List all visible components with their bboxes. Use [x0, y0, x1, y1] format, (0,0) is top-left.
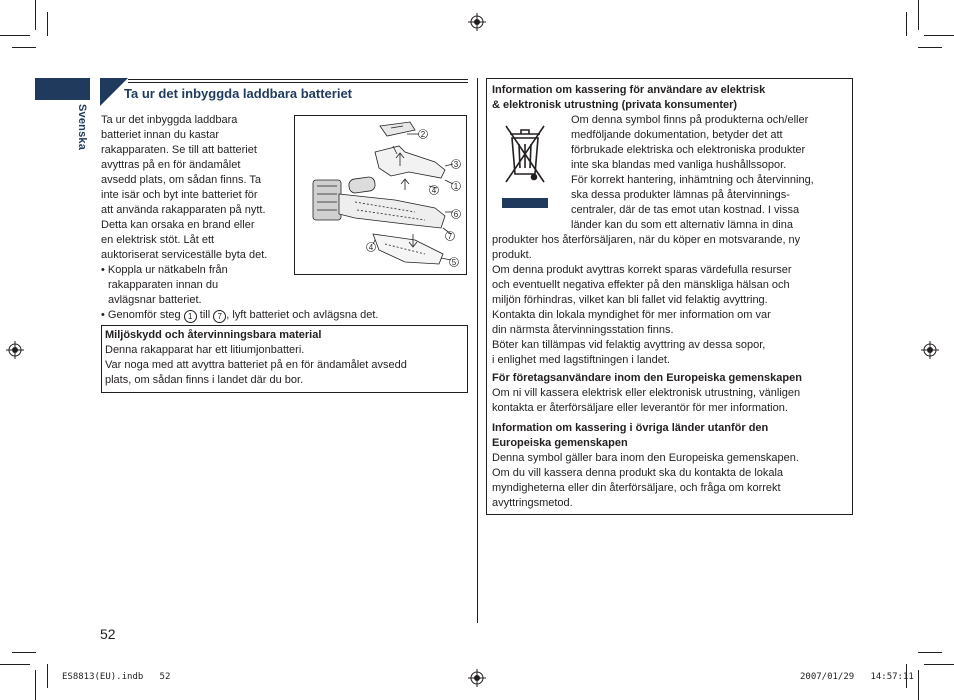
page-number: 52 [100, 626, 116, 642]
step-label: 1 [453, 182, 459, 191]
bullet-item [101, 308, 379, 323]
registration-mark-icon [921, 341, 939, 359]
info-title: Information om kassering för användare av elektrisk [492, 84, 766, 96]
business-users-title: För företagsanvändare inom den Europeiska gemenskapen [492, 372, 802, 384]
text-line: För korrekt hantering, inhämtning och återvinning, [571, 174, 814, 186]
info-title: & elektronisk utrustning (privata konsumenter) [492, 99, 738, 111]
text-line: avyttringsmetod. [492, 497, 573, 509]
text-line: avlägsnar batteriet. [108, 294, 202, 306]
text-line: centraler, där de tas emot utan kostnad. I vissa [571, 204, 800, 216]
text-line: Om du vill kassera denna produkt ska du kontakta de lokala [492, 467, 784, 479]
text-line: inte isär och byt inte batteriet för [101, 189, 258, 201]
text-line: att använda rakapparaten på nytt. [101, 204, 266, 216]
environmental-notice-title: Miljöskydd och återvinningsbara material [105, 329, 322, 341]
text-line: Denna rakapparat har ett litiumjonbatteri. [105, 344, 305, 356]
crop-mark [918, 0, 919, 30]
text-line: Böter kan tillämpas vid felaktig avyttring av dessa sopor, [492, 339, 766, 351]
text-span: till [196, 309, 214, 321]
text-line: länder kan du som ett alternativ lämna in dina [571, 219, 793, 231]
text-line: och eventuellt negativa effekter på den mänskliga hälsan och [492, 279, 790, 291]
step-label: 5 [451, 258, 457, 267]
text-line: myndigheterna eller din återförsäljare, och fråga om korrekt [492, 482, 781, 494]
text-line: kontakta er återförsäljare eller leverantör för mer information. [492, 402, 788, 414]
crop-mark [35, 670, 36, 700]
crop-mark [918, 652, 942, 653]
text-line: batteriet innan du kastar [101, 129, 220, 141]
language-tab [35, 78, 90, 100]
disassembly-illustration [294, 115, 467, 275]
text-line: förbrukade elektriska och elektroniska produkter [571, 144, 806, 156]
crop-mark [47, 12, 48, 36]
crop-mark [0, 664, 30, 665]
crop-mark [924, 664, 954, 665]
outside-eu-title: Europeiska gemenskapen [492, 437, 628, 449]
text-line: Var noga med att avyttra batteriet på en för ändamålet avsedd [105, 359, 407, 371]
text-line: miljön förhindras, vilket kan bli fallet vid felaktig avyttring. [492, 294, 768, 306]
footer-timestamp: 2007/01/29 14:57:11 [800, 672, 914, 682]
text-line: Om ni vill kassera elektrisk eller elektronisk utrustning, vänligen [492, 387, 801, 399]
crop-mark [35, 0, 36, 30]
text-line: medföljande dokumentation, betyder det att [571, 129, 783, 141]
crop-mark [918, 47, 942, 48]
column-divider [477, 78, 478, 623]
text-line: i enlighet med lagstiftningen i landet. [492, 354, 670, 366]
text-line: produkt. [492, 249, 532, 261]
step-label: 4 [431, 186, 437, 195]
step-number-circle: 1 [184, 310, 197, 323]
crop-mark [12, 47, 36, 48]
text-line: en elektrisk stöt. Låt ett [101, 234, 215, 246]
language-label: Svenska [76, 104, 88, 151]
step-label: 3 [453, 160, 459, 169]
text-line: rakapparaten innan du [108, 279, 219, 291]
text-line: avsedd plats, om sådan finns. Ta [101, 174, 262, 186]
text-line: Denna symbol gäller bara inom den Europeiska gemenskapen. [492, 452, 799, 464]
text-line: avyttras på en för ändamålet [101, 159, 241, 171]
text-line: Om denna produkt avyttras korrekt sparas värdefulla resurser [492, 264, 792, 276]
environmental-notice-box [101, 325, 468, 393]
divider [128, 79, 468, 80]
text-line: plats, om sådan finns i landet där du bor. [105, 374, 304, 386]
text-line: Kontakta din lokala myndighet för mer information om var [492, 309, 771, 321]
step-label: 4 [368, 243, 374, 252]
text-line: Ta ur det inbyggda laddbara [101, 114, 238, 126]
crop-mark [0, 35, 30, 36]
text-line: auktoriserat serviceställe byta det. [101, 249, 268, 261]
registration-mark-icon [468, 669, 486, 687]
text-line: produkter hos återförsäljaren, när du köper en motsvarande, ny [492, 234, 801, 246]
text-line: rakapparaten. Se till att batteriet [101, 144, 257, 156]
text-line: inte ska blandas med vanliga hushållssopor. [571, 159, 787, 171]
text-line: ska dessa produkter lämnas på återvinnings- [571, 189, 790, 201]
weee-crossed-bin-icon [500, 120, 550, 210]
outside-eu-title: Information om kassering i övriga länder utanför den [492, 422, 769, 434]
bullet-item: • Koppla ur nätkabeln från [101, 264, 228, 276]
text-line: Detta kan orsaka en brand eller [101, 219, 255, 231]
text-line: Om denna symbol finns på produkterna och/eller [571, 114, 809, 126]
registration-mark-icon [468, 13, 486, 31]
crop-mark [12, 652, 36, 653]
footer-filename: ES8813(EU).indb 52 [62, 672, 171, 682]
crop-mark [47, 664, 48, 688]
text-line: din närmsta återvinningsstation finns. [492, 324, 674, 336]
step-label: 7 [447, 232, 453, 241]
step-label: 2 [420, 130, 426, 139]
crop-mark [924, 35, 954, 36]
battery-removal-paragraph [101, 113, 296, 308]
divider [128, 82, 468, 83]
text-span: , lyft batteriet och avlägsna det. [226, 309, 379, 321]
step-label: 6 [453, 210, 459, 219]
registration-mark-icon [6, 341, 24, 359]
crop-mark [918, 670, 919, 700]
crop-mark [906, 12, 907, 36]
text-span: • Genomför steg [101, 309, 184, 321]
step-number-circle: 7 [213, 310, 226, 323]
section-title: Ta ur det inbyggda laddbara batteriet [124, 86, 353, 101]
shaver-disassembly-drawing [295, 116, 466, 274]
